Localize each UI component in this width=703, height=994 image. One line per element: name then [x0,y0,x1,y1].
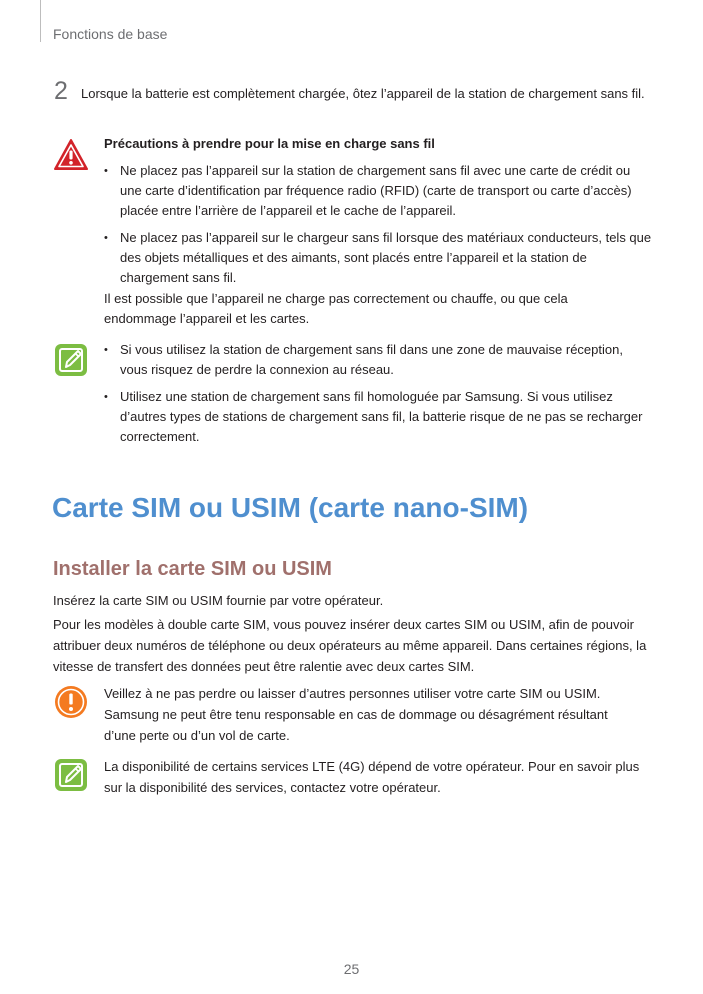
page-margin-rule [40,0,41,42]
step-number: 2 [54,77,68,105]
list-item: • Utilisez une station de chargement sans fil homologuée par Samsung. Si vous utilisez d’autres types de stations de chargement sans fil, la batterie risque de ne pas se recharger correctement. [104,387,652,447]
warning-triangle-icon [54,138,88,172]
running-header: Fonctions de base [53,26,168,42]
note-list [104,340,652,454]
warning-list [104,161,652,295]
list-item: • Si vous utilisez la station de chargement sans fil dans une zone de mauvaise réception, vous risquez de perdre la connexion au réseau. [104,340,652,380]
page-number: 25 [343,961,360,977]
section-title: Carte SIM ou USIM (carte nano-SIM) [52,492,529,523]
list-item: • Ne placez pas l’appareil sur le chargeur sans fil lorsque des matériaux conducteurs, tels que des objets métalliques et des aimants, sont placés entre l’appareil et la station de chargement sans fil. [104,228,652,288]
section-subtitle: Installer la carte SIM ou USIM [53,558,332,580]
body-paragraph: Pour les modèles à double carte SIM, vous pouvez insérer deux cartes SIM ou USIM, afin de pouvoir attribuer deux numéros de téléphone ou deux opérateurs au même appareil. Dans certaines régions, la vitesse de transfert des données peut être ralentie avec deux cartes SIM. [53,617,647,674]
body-paragraph: Insérez la carte SIM ou USIM fournie par votre opérateur. [53,593,384,608]
note-pencil-icon [54,343,88,377]
caution-text: Veillez à ne pas perdre ou laisser d’autres personnes utiliser votre carte SIM ou USIM. Samsung ne peut être tenu responsable en cas de dommage ou désagrément résultant d’une perte ou d’un vol de carte. [104,686,608,743]
warning-note: Il est possible que l’appareil ne charge pas correctement ou chauffe, ou que cela endommage l’appareil et les cartes. [104,291,568,326]
note-pencil-icon [54,758,88,792]
caution-exclamation-icon [54,685,88,719]
list-item: • Ne placez pas l’appareil sur la station de chargement sans fil avec une carte de crédit ou une carte d’identification par fréquence radio (RFID) (carte de transport ou carte d’accès) placée entre l’arrière de l’appareil et le cache de l’appareil. [104,161,652,221]
step-text: Lorsque la batterie est complètement chargée, ôtez l’appareil de la station de chargement sans fil. [81,86,645,101]
warning-title: Précautions à prendre pour la mise en charge sans fil [104,136,435,151]
note-text: La disponibilité de certains services LTE (4G) dépend de votre opérateur. Pour en savoir plus sur la disponibilité des services, contactez votre opérateur. [104,759,640,795]
